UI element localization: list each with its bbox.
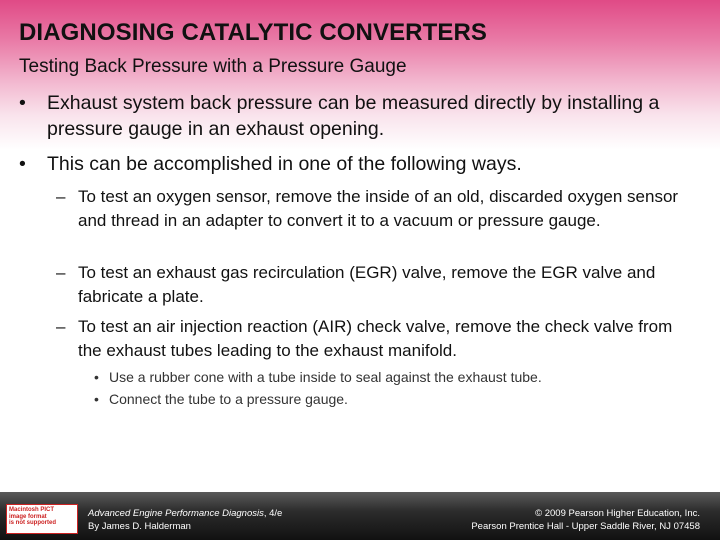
slide-footer: [0, 492, 720, 540]
placeholder-image: Macintosh PICT image format is not supported: [6, 504, 78, 534]
sub-bullet-item: [56, 261, 698, 309]
sub-sub-bullet-item: [94, 367, 689, 387]
bullet-text: Exhaust system back pressure can be measured directly by installing a pressure gauge in an exhaust opening.: [47, 92, 660, 140]
bullet-item: [19, 151, 697, 177]
bullet-marker: •: [19, 153, 26, 175]
sub-bullet-text: To test an air injection reaction (AIR) check valve, remove the check valve from the exhaust tubes leading to the exhaust manifold.: [78, 317, 673, 360]
sub-sub-bullet-item: [94, 389, 689, 409]
publisher-text: Pearson Prentice Hall - Upper Saddle River, NJ 07458: [471, 521, 700, 532]
footer-book-info: [88, 507, 282, 533]
book-author: By James D. Halderman: [88, 521, 191, 532]
bullet-text: This can be accomplished in one of the following ways.: [47, 153, 522, 175]
dash-marker: –: [56, 187, 66, 206]
slide-title: DIAGNOSING CATALYTIC CONVERTERS: [19, 19, 488, 46]
sub-bullet-item: [56, 315, 698, 363]
bullet-marker: •: [19, 92, 26, 114]
sub-bullet-text: To test an exhaust gas recirculation (EGR) valve, remove the EGR valve and fabricate a plate.: [78, 263, 656, 306]
bullet-marker: •: [94, 391, 99, 407]
dash-marker: –: [56, 263, 66, 282]
dash-marker: –: [56, 317, 66, 336]
book-title: Advanced Engine Performance Diagnosis: [88, 508, 264, 519]
sub-sub-bullet-text: Use a rubber cone with a tube inside to seal against the exhaust tube.: [109, 369, 542, 385]
copyright-text: © 2009 Pearson Higher Education, Inc.: [535, 508, 700, 519]
bullet-item: [19, 90, 697, 142]
book-edition: , 4/e: [263, 508, 283, 519]
bullet-marker: •: [94, 369, 99, 385]
sub-bullet-item: [56, 185, 698, 233]
slide-subtitle: Testing Back Pressure with a Pressure Gauge: [19, 56, 407, 77]
footer-copyright: [471, 507, 700, 533]
sub-sub-bullet-text: Connect the tube to a pressure gauge.: [109, 391, 348, 407]
sub-bullet-text: To test an oxygen sensor, remove the inside of an old, discarded oxygen sensor and thread in an adapter to convert it to a vacuum or pressure gauge.: [78, 187, 679, 230]
